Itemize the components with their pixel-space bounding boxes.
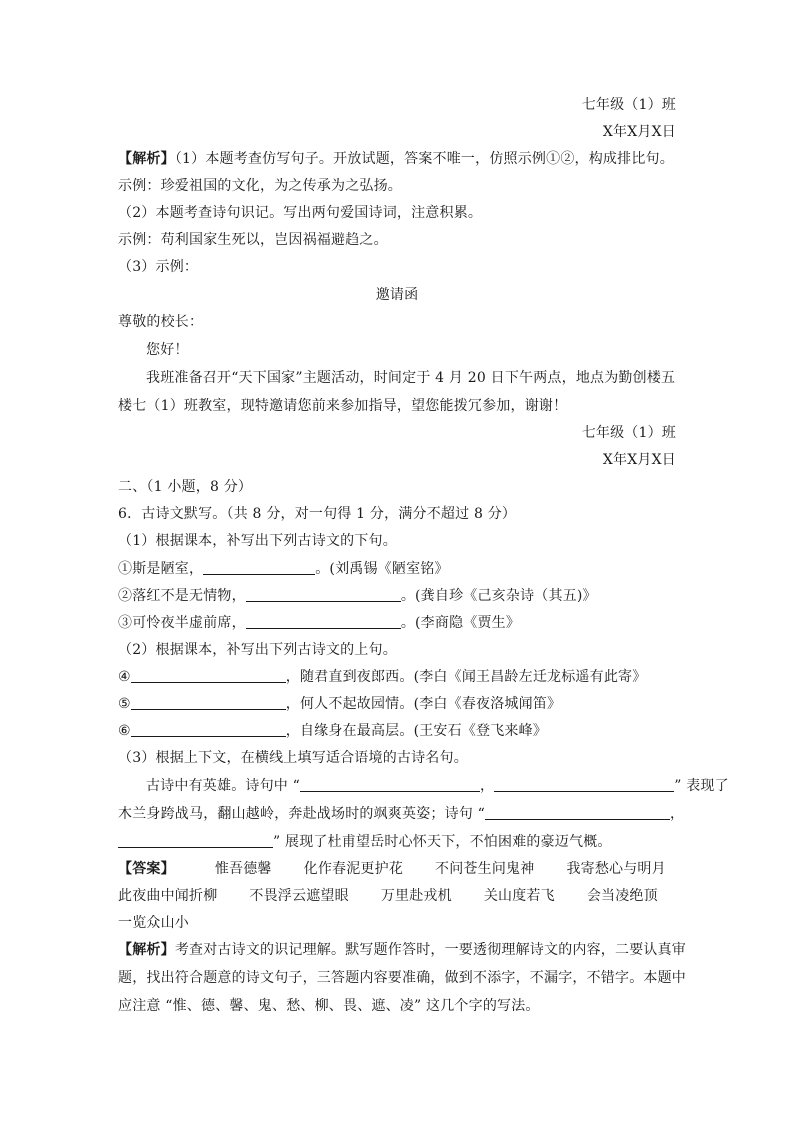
letter-sign: 七年级（1）班 [581, 425, 676, 441]
answer-tag: 【答案】 [118, 861, 175, 877]
date-top: X年X月X日 [602, 124, 676, 140]
letter-salutation: 尊敬的校长： [118, 314, 204, 330]
answer-blank-4[interactable] [131, 668, 286, 683]
analysis-2-line-1: 【解析】考查对古诗文的识记理解。默写题作答时，一要透彻理解诗文的内容，二要认真审 [118, 942, 687, 958]
item-1: ①斯是陋室， 。(刘禹锡《陋室铭》 [118, 561, 449, 577]
letter-date: X年X月X日 [602, 452, 676, 468]
answer-blank-9[interactable] [485, 805, 670, 820]
answer-blank-3[interactable] [246, 614, 401, 629]
part-2-prompt: （2）根据课本，补写出下列古诗文的上句。 [118, 642, 397, 658]
analysis-1-line-5: （3）示例： [118, 259, 199, 275]
analysis-2-line-3: 应注意 “惟、德、馨、鬼、愁、柳、畏、遮、凌” 这几个字的写法。 [118, 998, 540, 1014]
answer-blank-8[interactable] [494, 777, 674, 792]
analysis-1-line-4: 示例：苟利国家生死以，岂因祸福避趋之。 [118, 232, 388, 248]
answer-blank-5[interactable] [131, 695, 286, 710]
context-line-2: 木兰身跨战马，翻山越岭，奔赴战场时的飒爽英姿；诗句 “ ， [118, 806, 685, 822]
analysis-tag: 【解析】 [118, 151, 175, 167]
answer-blank-7[interactable] [300, 777, 480, 792]
analysis-1-line-3: （2）本题考查诗句识记。写出两句爱国诗词，注意积累。 [118, 205, 483, 221]
class-name-top: 七年级（1）班 [581, 97, 676, 113]
answer-blank-10[interactable] [118, 833, 273, 848]
analysis-1-line-2: 示例：珍爱祖国的文化，为之传承为之弘扬。 [118, 178, 402, 194]
answer-row-3: 一览众山小 [118, 915, 189, 931]
item-5: ⑤ ，何人不起故园情。(李白《春夜洛城闻笛》 [118, 696, 562, 712]
item-3: ③可怜夜半虚前席， 。(李商隐《贾生》 [118, 615, 521, 631]
item-6: ⑥ ，自缘身在最高层。(王安石《登飞来峰》 [118, 723, 548, 739]
analysis-2-tag: 【解析】 [118, 942, 175, 958]
answer-row-1: 【答案】 惟吾德馨 化作春泥更护花 不问苍生问鬼神 我寄愁心与明月 [118, 861, 666, 877]
item-2: ②落红不是无情物， 。(龚自珍《己亥杂诗（其五)》 [118, 588, 597, 604]
section-2-title: 二、（1 小题，8 分） [118, 479, 253, 495]
answer-blank-6[interactable] [131, 722, 286, 737]
answer-row-2: 此夜曲中闻折柳 不畏浮云遮望眼 万里赴戎机 关山度若飞 会当凌绝顶 [118, 888, 658, 904]
letter-body-line-2: 楼七（1）班教室，现特邀请您前来参加指导，望您能拨冗参加，谢谢！ [118, 398, 568, 414]
analysis-1-line-1: 【解析】（1）本题考查仿写句子。开放试题，答案不唯一，仿照示例①②，构成排比句。 [118, 151, 674, 167]
item-4: ④ ，随君直到夜郎西。(李白《闻王昌龄左迁龙标遥有此寄》 [118, 669, 647, 685]
analysis-2-line-2: 题，找出符合题意的诗文句子，三答题内容要准确，做到不添字，不漏字，不错字。本题中 [118, 970, 686, 986]
letter-body-line-1: 我班准备召开“天下国家”主题活动，时间定于 4 月 20 日下午两点，地点为勤创楼五 [146, 370, 676, 386]
letter-title: 邀请函 [375, 287, 419, 303]
letter-greeting: 您好！ [146, 342, 189, 358]
answer-blank-2[interactable] [246, 587, 401, 602]
question-6: 6．古诗文默写。（共 8 分，对一句得 1 分，满分不超过 8 分） [118, 506, 517, 522]
context-line-3: ” 展现了杜甫望岳时心怀天下，不怕困难的豪迈气概。 [118, 832, 676, 852]
answer-blank-1[interactable] [203, 560, 315, 575]
part-1-prompt: （1）根据课本，补写出下列古诗文的下句。 [118, 533, 397, 549]
part-3-prompt: （3）根据上下文，在横线上填写适合语境的古诗名句。 [118, 750, 468, 766]
context-line-1: 古诗中有英雄。诗句中 “ ， ” 表现了 [146, 778, 729, 794]
